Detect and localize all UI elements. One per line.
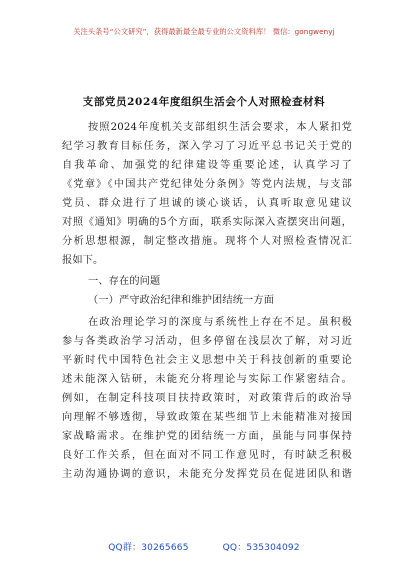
header-notice: 关注头条号“公文研究”，获得最新最全最专业的公文资料库！ 微信：gongwenyj xyxy=(73,27,335,36)
paragraph-line: 平新时代中国特色社会主义思想中关于科技创新的重要论 xyxy=(62,355,352,366)
paragraph-line: 纪学习教育目标任务，深入学习了习近平总书记关于党的 xyxy=(62,141,352,152)
paragraph-line: 在政治理论学习的深度与系统性上存在不足。虽积极 xyxy=(88,317,352,328)
paragraph-line: 向理解不够透彻，导致政策在某些细节上未能精准对接国 xyxy=(62,412,352,423)
qq-number: QQ：535304092 xyxy=(222,543,300,553)
paragraph-line: 按照2024年度机关支部组织生活会要求，本人紧扣党 xyxy=(88,122,352,133)
document-title: 支部党员2024年度组织生活会个人对照检查材料 xyxy=(82,96,326,108)
paragraph-line: 良好工作关系，但在面对不同工作意见时，有时缺乏积极 xyxy=(62,450,352,461)
footer-contact xyxy=(0,540,408,553)
paragraph-line: 主动沟通协调的意识，未能充分发挥党员在促进团队和谐 xyxy=(62,469,352,480)
paragraph-line: 对照《通知》明确的5个方面，联系实际深入查摆突出问题， xyxy=(62,217,352,228)
subsection-heading: （一）严守政治纪律和维护团结统一方面 xyxy=(88,295,275,306)
paragraph-line: 例如，在制定科技项目扶持政策时，对政策背后的政治导 xyxy=(62,393,352,404)
section-heading: 一、存在的问题 xyxy=(88,276,161,287)
paragraph-line: 自我革命、加强党的纪律建设等重要论述，认真学习了 xyxy=(62,160,352,171)
paragraph-line: 参与各类政治学习活动，但多停留在浅层次了解，对习近 xyxy=(62,336,352,347)
paragraph-line: 党员、群众进行了坦诚的谈心谈话，认真听取意见建议 xyxy=(62,198,352,209)
paragraph-line: 《党章》《中国共产党纪律处分条例》等党内法规，与支部 xyxy=(62,179,352,190)
paragraph-line: 述未能深入钻研，未能充分将理论与实际工作紧密结合。 xyxy=(62,374,352,385)
paragraph-line: 分析思想根源，制定整改措施。现将个人对照检查情况汇 xyxy=(62,236,352,247)
qq-group-number: QQ群：30265665 xyxy=(108,543,189,553)
paragraph-line: 报如下。 xyxy=(62,255,104,266)
paragraph-line: 家战略需求。在维护党的团结统一方面，虽能与同事保持 xyxy=(62,431,352,442)
